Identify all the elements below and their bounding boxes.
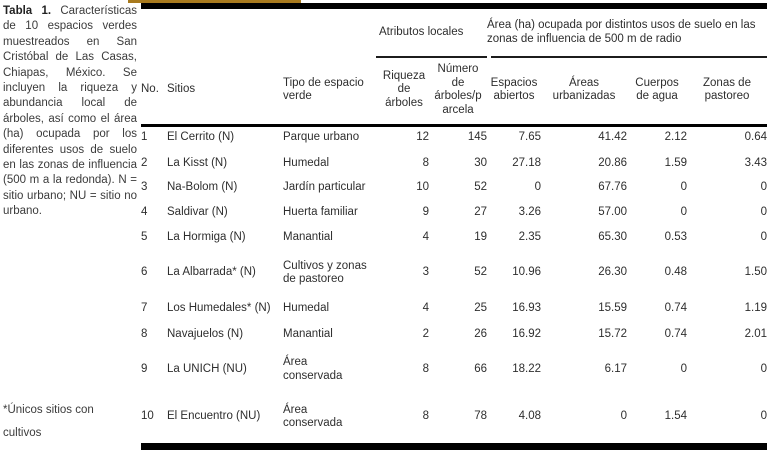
- cell-cuerpos: 0.74: [664, 302, 687, 315]
- group-header-local-attributes: Atributos locales: [379, 25, 464, 38]
- cell-tipo: Cultivos y zonas de pastoreo: [283, 259, 367, 285]
- cell-zonas: 2.01: [744, 327, 767, 340]
- cell-cuerpos: 0: [680, 362, 687, 375]
- cell-numero: 30: [474, 156, 487, 169]
- cell-tipo: Humedal: [283, 156, 330, 169]
- cell-zonas: 3.43: [744, 156, 767, 169]
- cell-areas: 15.59: [598, 302, 627, 315]
- cell-no: 2: [141, 156, 148, 169]
- table-row: [141, 151, 767, 176]
- cell-sitio: Navajuelos (N): [167, 327, 244, 340]
- cell-espacios: 4.08: [518, 410, 541, 423]
- col-header-riqueza-label: Riqueza de árboles: [382, 69, 426, 109]
- cell-riqueza: 2: [422, 327, 429, 340]
- group-header-row: [141, 9, 767, 56]
- cell-zonas: 0: [760, 362, 767, 375]
- cell-zonas: 1.19: [744, 302, 767, 315]
- group-header-spacer: [141, 9, 379, 56]
- cell-zonas: 0: [760, 181, 767, 194]
- cell-no: 5: [141, 230, 148, 243]
- cell-cuerpos: 1.59: [664, 156, 687, 169]
- cell-no: 1: [141, 130, 148, 143]
- column-header-row: [141, 56, 767, 124]
- cell-riqueza: 3: [422, 266, 429, 279]
- cell-riqueza: 4: [422, 302, 429, 315]
- cell-numero: 66: [474, 362, 487, 375]
- cell-cuerpos: 1.54: [664, 410, 687, 423]
- col-header-cuerpos: [627, 56, 687, 124]
- cell-zonas: 0: [760, 410, 767, 423]
- table-bottom-rule: [141, 443, 767, 450]
- cell-cuerpos: 0: [680, 205, 687, 218]
- cell-tipo: Humedal: [283, 302, 330, 315]
- cell-areas: 0: [620, 410, 627, 423]
- table-row: [141, 392, 767, 442]
- cell-espacios: 10.96: [512, 266, 541, 279]
- col-header-numero-label: Número de árboles/parcela: [434, 63, 482, 116]
- cell-areas: 26.30: [598, 266, 627, 279]
- cell-numero: 26: [474, 327, 487, 340]
- cell-espacios: 27.18: [512, 156, 541, 169]
- col-header-cuerpos-label: Cuerpos de agua: [635, 76, 679, 102]
- cell-areas: 67.76: [598, 181, 627, 194]
- col-header-areas: Áreas urbanizadas: [552, 76, 616, 102]
- group-header-area-uses: Área (ha) ocupada por distintos usos de suelo en las zonas de influencia de 500 m de radio: [487, 19, 756, 45]
- col-header-zonas: [687, 56, 767, 124]
- cell-sitio: Saldivar (N): [167, 205, 228, 218]
- cell-espacios: 7.65: [518, 130, 541, 143]
- cell-no: 3: [141, 181, 148, 194]
- cell-cuerpos: 0.74: [664, 327, 687, 340]
- cell-numero: 25: [474, 302, 487, 315]
- cell-tipo: Jardín particular: [283, 181, 366, 194]
- cell-cuerpos: 0.53: [664, 230, 687, 243]
- table-row: [141, 124, 767, 151]
- cell-tipo: Parque urbano: [283, 130, 360, 143]
- table-row: [141, 322, 767, 347]
- cell-riqueza: 12: [416, 130, 429, 143]
- cell-numero: 52: [474, 181, 487, 194]
- table-footnote: *Únicos sitios con cultivos: [3, 404, 94, 439]
- cell-tipo-label: Área conservada: [283, 403, 343, 429]
- cell-no: 7: [141, 302, 148, 315]
- cell-sitio: La Albarrada* (N): [167, 266, 256, 279]
- cell-espacios: 2.35: [518, 230, 541, 243]
- cell-sitio: La UNICH (NU): [167, 362, 247, 375]
- cell-sitio: La Kisst (N): [167, 156, 228, 169]
- cell-espacios: 16.92: [512, 327, 541, 340]
- cell-areas: 57.00: [598, 205, 627, 218]
- cell-no: 9: [141, 362, 148, 375]
- cell-riqueza: 8: [422, 362, 429, 375]
- cell-sitio: La Hormiga (N): [167, 230, 246, 243]
- col-header-numero: [429, 56, 487, 124]
- table-row: [141, 347, 767, 392]
- cell-no: 8: [141, 327, 148, 340]
- cell-tipo: [283, 392, 379, 442]
- cell-riqueza: 8: [422, 156, 429, 169]
- cell-riqueza: 4: [422, 230, 429, 243]
- cell-tipo: [283, 347, 379, 392]
- cell-espacios: 3.26: [518, 205, 541, 218]
- cell-tipo: Manantial: [283, 230, 333, 243]
- data-table: [141, 9, 767, 442]
- cell-espacios: 16.93: [512, 302, 541, 315]
- col-header-sitios: Sitios: [167, 83, 196, 96]
- cell-sitio: Los Humedales* (N): [167, 302, 271, 315]
- table-row: [141, 296, 767, 322]
- table-row: [141, 176, 767, 200]
- table-caption: [3, 4, 137, 220]
- cell-numero: 52: [474, 266, 487, 279]
- cell-riqueza: 10: [416, 181, 429, 194]
- cell-cuerpos: 2.12: [664, 130, 687, 143]
- cell-areas: 6.17: [604, 362, 627, 375]
- cell-numero: 78: [474, 410, 487, 423]
- cell-numero: 19: [474, 230, 487, 243]
- col-header-no: No.: [141, 83, 159, 96]
- cell-cuerpos: 0.48: [664, 266, 687, 279]
- cell-no: 10: [141, 410, 154, 423]
- cell-tipo: Manantial: [283, 327, 333, 340]
- cell-zonas: 0: [760, 230, 767, 243]
- cell-espacios: 18.22: [512, 362, 541, 375]
- cell-sitio: Na-Bolom (N): [167, 181, 238, 194]
- cell-riqueza: 8: [422, 410, 429, 423]
- table-row: [141, 250, 767, 296]
- cell-numero: 27: [474, 205, 487, 218]
- caption-text: Características de 10 espacios verdes muestreados en San Cristóbal de Las Casas, Chiapas, México. Se incluyen la riqueza y abundancia local de árboles, así como el área (ha) ocupada por los diferentes usos de suelo en las zonas de influencia (500 m a la redonda). N = sitio urbano; NU = sitio no urbano.: [3, 5, 137, 218]
- cell-areas: 20.86: [598, 156, 627, 169]
- col-header-zonas-label: Zonas de pastoreo: [703, 76, 751, 102]
- cell-areas: 15.72: [598, 327, 627, 340]
- cell-zonas: 0: [760, 205, 767, 218]
- cell-cuerpos: 0: [680, 181, 687, 194]
- cell-areas: 41.42: [598, 130, 627, 143]
- col-header-tipo: Tipo de espacio verde: [283, 76, 364, 102]
- cell-tipo-label: Área conservada: [283, 356, 343, 382]
- cell-numero: 145: [467, 130, 487, 143]
- cell-espacios: 0: [534, 181, 541, 194]
- table-row: [141, 225, 767, 250]
- cell-areas: 65.30: [598, 230, 627, 243]
- cell-no: 4: [141, 205, 148, 218]
- cell-tipo: Huerta familiar: [283, 205, 358, 218]
- cell-sitio: El Cerrito (N): [167, 130, 235, 143]
- col-header-espacios: Espacios abiertos: [490, 76, 538, 102]
- cell-riqueza: 9: [422, 205, 429, 218]
- cell-zonas: 1.50: [744, 266, 767, 279]
- cell-zonas: 0.64: [744, 130, 767, 143]
- table-row: [141, 200, 767, 225]
- col-header-riqueza: [379, 56, 429, 124]
- cell-no: 6: [141, 266, 148, 279]
- cell-sitio: El Encuentro (NU): [167, 410, 261, 423]
- caption-label: Tabla 1.: [3, 5, 52, 17]
